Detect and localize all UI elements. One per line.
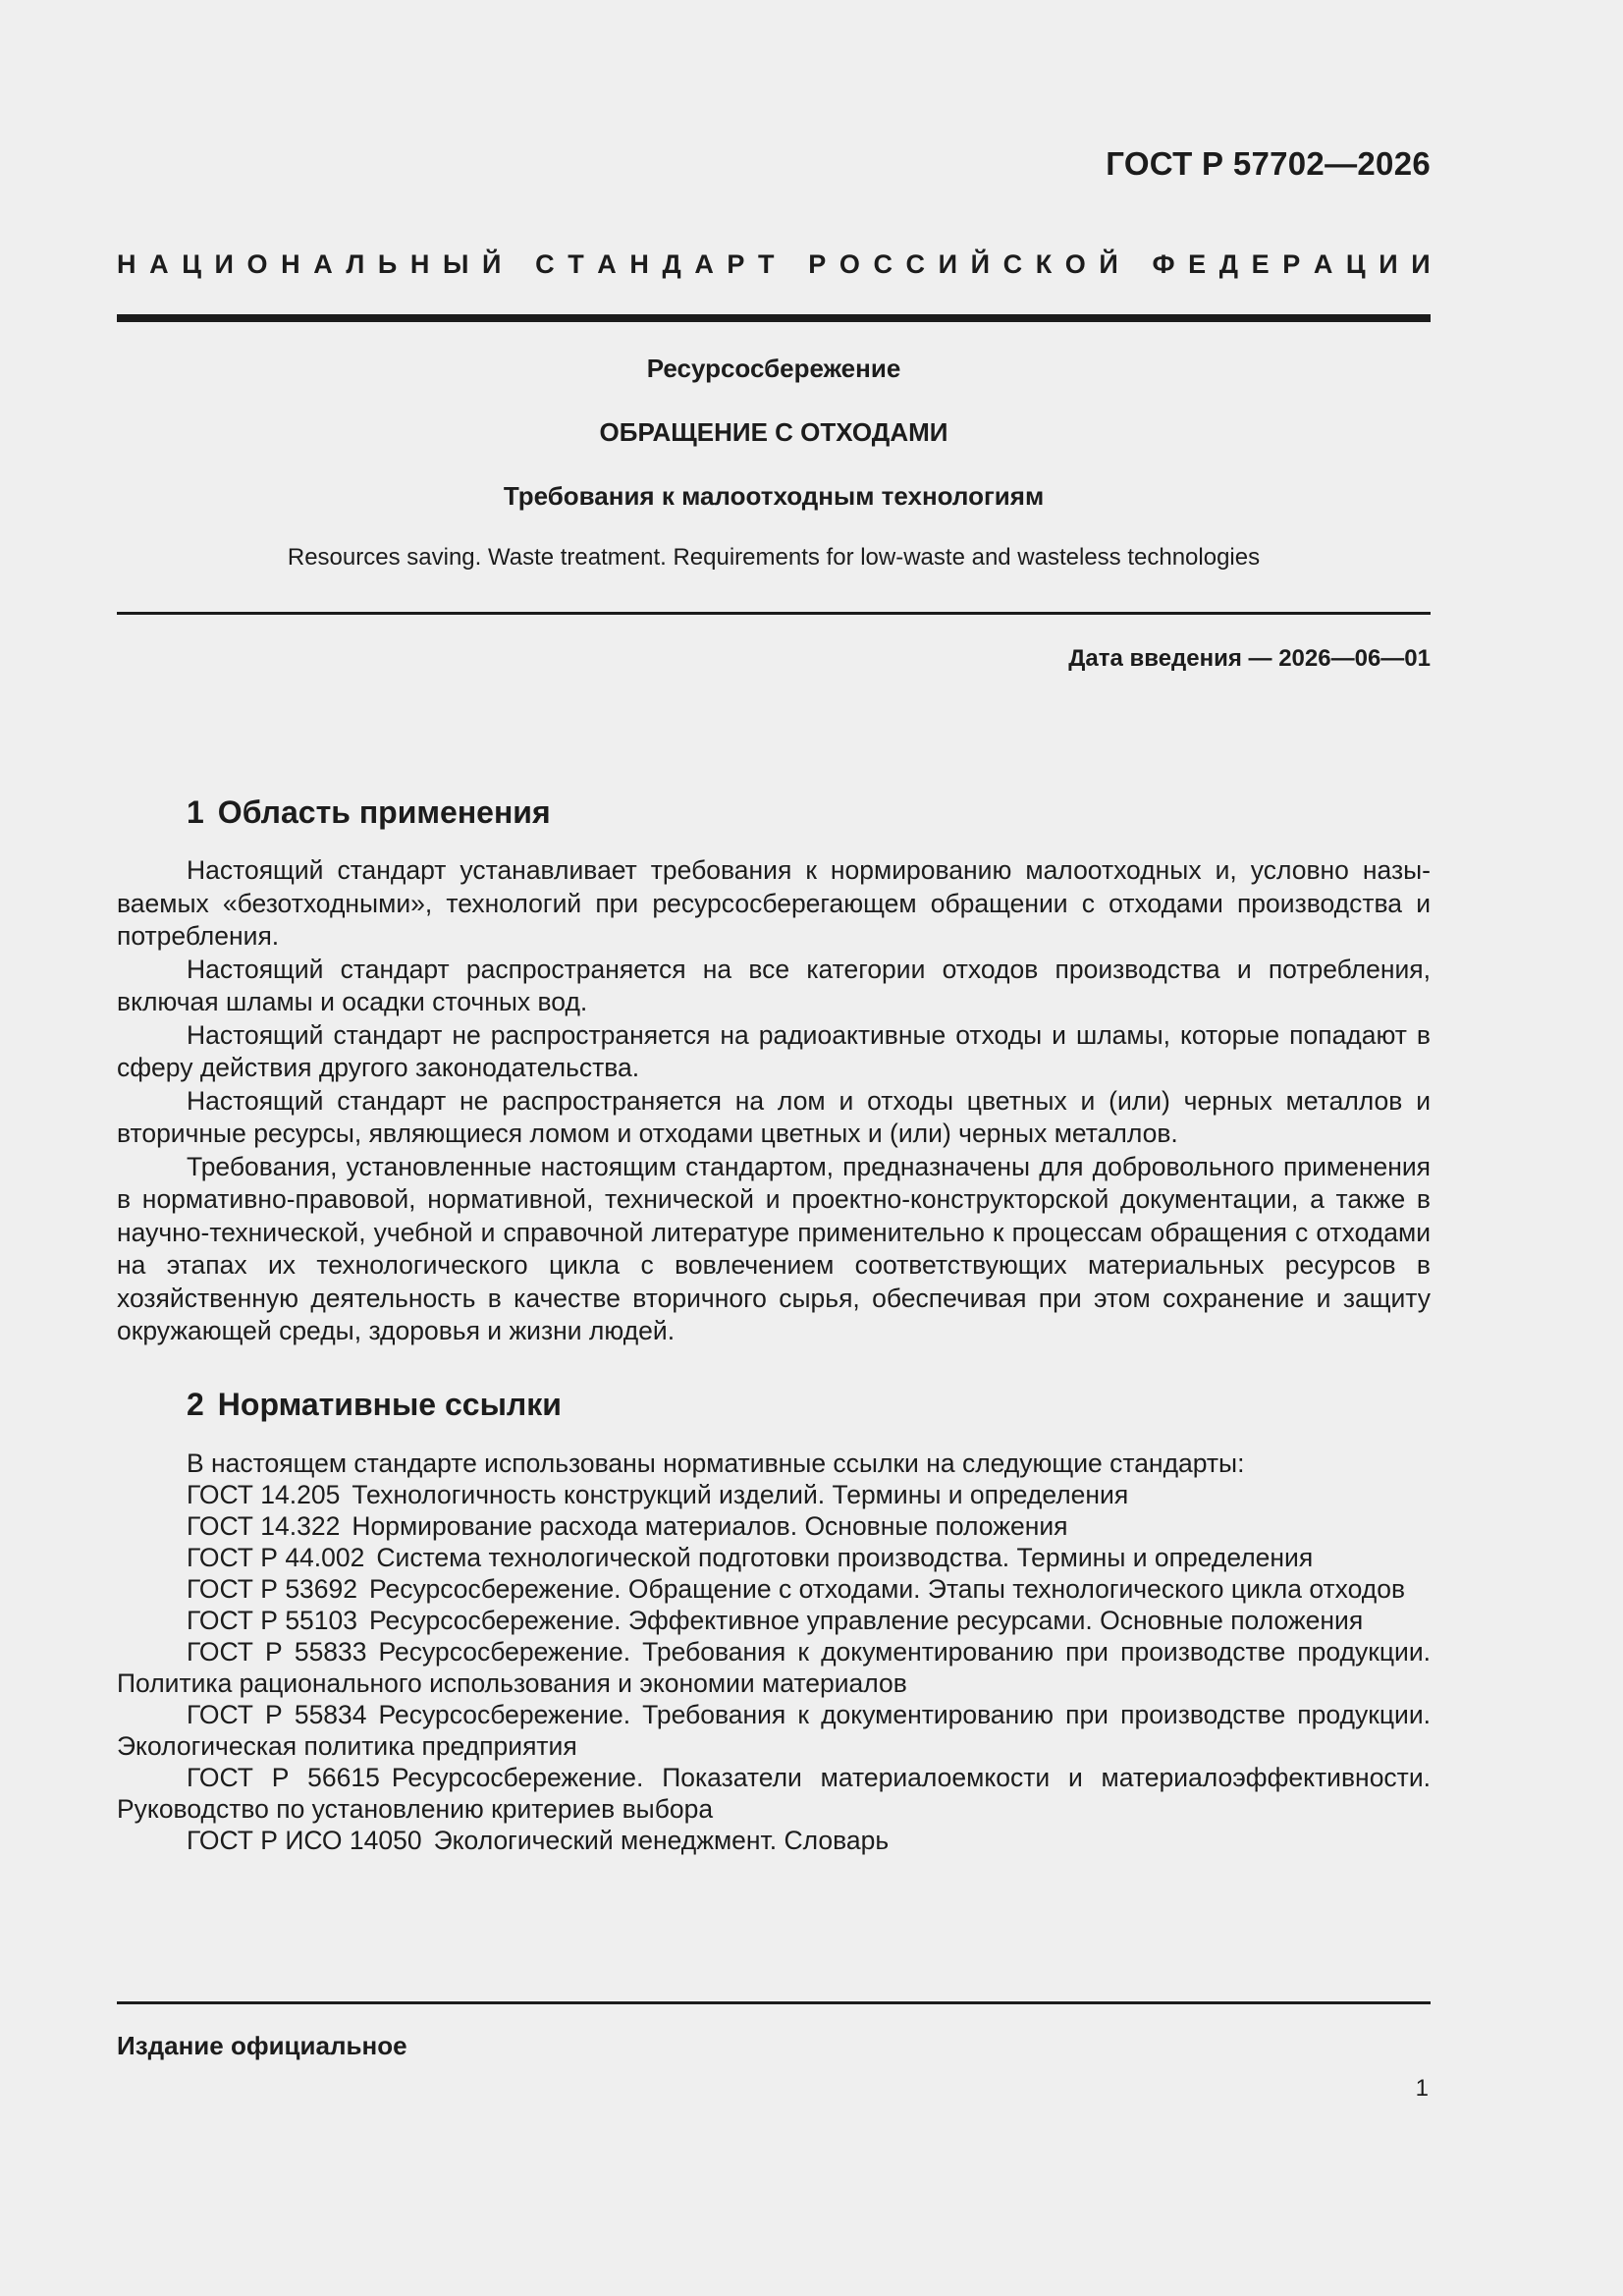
heading-letter: Р (1282, 249, 1301, 279)
reference-item: ГОСТ Р 55833 Ресурсосбережение. Требования к документированию при производстве продукции. Политика рационального использования и экономии материалов (117, 1637, 1432, 1698)
date-of-introduction: Дата введения — 2026—06—01 (1068, 645, 1431, 672)
title-line-2: ОБРАЩЕНИЕ С ОТХОДАМИ (599, 417, 948, 447)
heading-letter: Й (970, 249, 991, 279)
heading-letter: Й (1099, 249, 1118, 279)
page-number: 1 (1415, 2075, 1429, 2102)
heading-letter: К (1035, 249, 1053, 279)
heading-letter: С (535, 249, 555, 279)
heading-letter: Т (568, 249, 584, 279)
heading-letter: Т (758, 249, 775, 279)
heading-letter: А (313, 249, 333, 279)
paragraph: В настоящем стандарте использованы нормативные ссылки на следующие стандарты: (187, 1449, 1245, 1478)
heading-letter: О (246, 249, 268, 279)
heading-letter: Й (481, 249, 502, 279)
paragraph: Настоящий стандарт распространяется на все категории отходов производства и потребления, включая шламы и осадки сточных вод. (117, 954, 1431, 1016)
title-rule (117, 612, 1431, 615)
heading-letter: С (905, 249, 926, 279)
heading-letter: Ф (1152, 249, 1175, 279)
heading-letter: С (1002, 249, 1023, 279)
reference-item: ГОСТ Р 55834 Ресурсосбережение. Требования к документированию при производстве продукции. Экологическая политика предприятия (117, 1700, 1432, 1761)
heading-letter (1131, 249, 1139, 280)
reference-item: ГОСТ Р 53692 Ресурсосбережение. Обращение с отходами. Этапы технологического цикла отходов (187, 1574, 1406, 1604)
footer-rule (117, 2001, 1431, 2004)
heading-letter: Л (346, 249, 365, 279)
document-id: ГОСТ Р 57702—2026 (1106, 145, 1431, 182)
heading-letter: С (873, 249, 893, 279)
heading-letter: И (938, 249, 958, 279)
heading-letter: Н (281, 249, 300, 279)
heading-letter: А (694, 249, 714, 279)
official-edition-label: Издание официальное (117, 2031, 407, 2060)
heading-letter: И (1379, 249, 1398, 279)
paragraph: Настоящий стандарт устанавливает требования к нормированию малоотходных и, условно называемых «безотходными», технологий при ресурсосберегающем обращении с отходами производства и потребления. (117, 855, 1431, 951)
reference-item: ГОСТ Р 44.002 Система технологической подготовки производства. Термины и определения (187, 1543, 1314, 1572)
heading-letter: А (149, 249, 169, 279)
heading-letter: Н (629, 249, 649, 279)
heading-letter: Ы (442, 249, 469, 279)
heading-letter: Ц (182, 249, 201, 279)
section-title: Область применения (217, 794, 551, 830)
heading-letter: Р (727, 249, 745, 279)
national-standard-heading (117, 249, 1431, 280)
title-english: Resources saving. Waste treatment. Requirements for low-waste and wasteless technologies (287, 544, 1261, 571)
heading-letter (514, 249, 522, 280)
heading-letter: Ь (377, 249, 398, 279)
heading-letter: А (597, 249, 617, 279)
paragraph: Требования, установленные настоящим стандартом, предназначены для добровольного применения в нормативно-правовой, нормативной, технической и проектно-конструкторской документации, а также в научно-технической, учебной и справочной литературе применительно к процессам обращения с отходами на этапах их технологического цикла с вовлечением соответствующих материальных ресурсов в хозяйственную деятельность в качестве вторичного сырья, обеспечивая при этом сохранение и защиту окружающей среды, здоровья и жизни людей. (117, 1151, 1431, 1345)
section-2-heading (187, 1387, 562, 1423)
heading-letter: Ц (1345, 249, 1366, 279)
heading-letter: Д (1218, 249, 1239, 279)
heading-letter: И (214, 249, 234, 279)
heading-letter: О (1064, 249, 1086, 279)
section-number: 2 (187, 1387, 204, 1422)
reference-item: ГОСТ Р 55103 Ресурсосбережение. Эффективное управление ресурсами. Основные положения (187, 1606, 1364, 1635)
section-1-heading (187, 794, 551, 831)
reference-item: ГОСТ Р ИСО 14050 Экологический менеджмент. Словарь (187, 1826, 890, 1855)
section-number: 1 (187, 794, 204, 830)
reference-item: ГОСТ Р 56615 Ресурсосбережение. Показатели материалоемкости и материалоэффективности. Руководство по установлению критериев выбора (117, 1763, 1431, 1824)
heading-letter: Н (117, 249, 136, 279)
reference-item: ГОСТ 14.205 Технологичность конструкций изделий. Термины и определения (187, 1480, 1129, 1509)
section-title: Нормативные ссылки (217, 1387, 562, 1422)
heading-letter: Е (1251, 249, 1270, 279)
heading-letter: Р (808, 249, 827, 279)
heading-letter: О (839, 249, 860, 279)
heading-letter: Д (662, 249, 681, 279)
title-line-1: Ресурсосбережение (646, 354, 901, 383)
title-line-3: Требования к малоотходным технологиям (503, 481, 1045, 511)
heading-letter: А (1313, 249, 1333, 279)
reference-item: ГОСТ 14.322 Нормирование расхода материалов. Основные положения (187, 1511, 1068, 1541)
paragraph: Настоящий стандарт не распространяется на радиоактивные отходы и шламы, которые попадают в сферу действия другого законодательства. (117, 1019, 1431, 1082)
heading-letter: И (1411, 249, 1431, 279)
heading-letter (787, 249, 795, 280)
paragraph: Настоящий стандарт не распространяется на лом и отходы цветных и (или) черных металлов и вторичные ресурсы, являющиеся ломом и отходами цветных и (или) черных металлов. (117, 1085, 1431, 1148)
section-2-body (117, 1448, 1431, 1856)
section-1-body (117, 854, 1431, 1348)
header-rule (117, 314, 1431, 322)
heading-letter: Е (1188, 249, 1207, 279)
heading-letter: Н (409, 249, 430, 279)
